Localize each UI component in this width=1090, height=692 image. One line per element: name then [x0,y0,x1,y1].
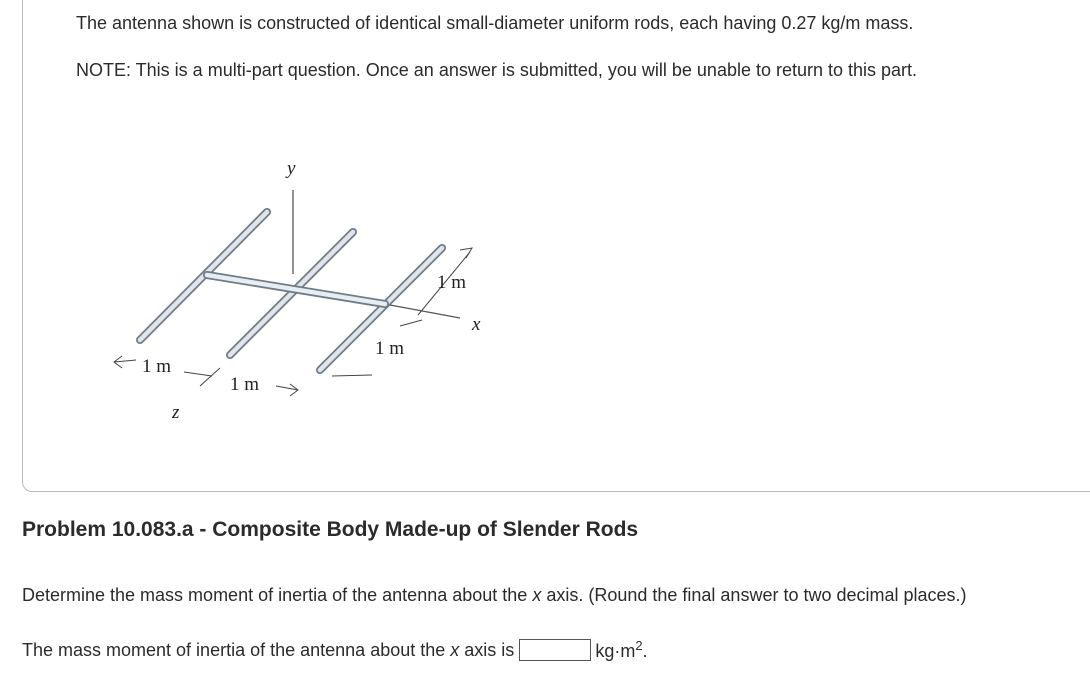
question-post: axis. (Round the final answer to two decimal places.) [546,585,967,605]
question-axis: x [532,585,542,605]
dim-label-z-left: 1 m [142,356,172,377]
answer-input[interactable] [519,639,591,661]
antenna-figure [100,150,520,440]
unit-exponent: 2 [635,638,643,653]
dim-label-top: 1 m [437,272,467,293]
question-text [22,585,967,606]
y-axis-label: y [287,158,296,179]
problem-title: Problem 10.083.a - Composite Body Made-up of Slender Rods [22,518,639,541]
answer-pre: The mass moment of inertia of the antenna about the [22,639,446,660]
unit-tail: . [642,641,648,661]
answer-row [22,638,648,662]
rod-cross [207,275,385,304]
unit-base: kg·m [595,641,636,661]
question-pre: Determine the mass moment of inertia of the antenna about the [22,585,528,605]
answer-axis: x [450,639,460,660]
dim-label-lower: 1 m [375,338,405,359]
multi-part-note: NOTE: This is a multi-part question. Once an answer is submitted, you will be unable to return to this part. [76,60,918,80]
dim-line-lower [332,375,372,376]
answer-unit [595,638,647,662]
z-axis-label: z [172,402,180,423]
x-axis-label: x [472,314,481,335]
problem-statement: The antenna shown is constructed of identical small-diameter uniform rods, each having 0.27 kg/m mass. [76,13,914,33]
answer-post: axis is [464,639,515,660]
dim-label-z-mid: 1 m [230,374,260,395]
antenna-diagram [100,150,520,440]
dim-line-z-left [114,360,136,362]
